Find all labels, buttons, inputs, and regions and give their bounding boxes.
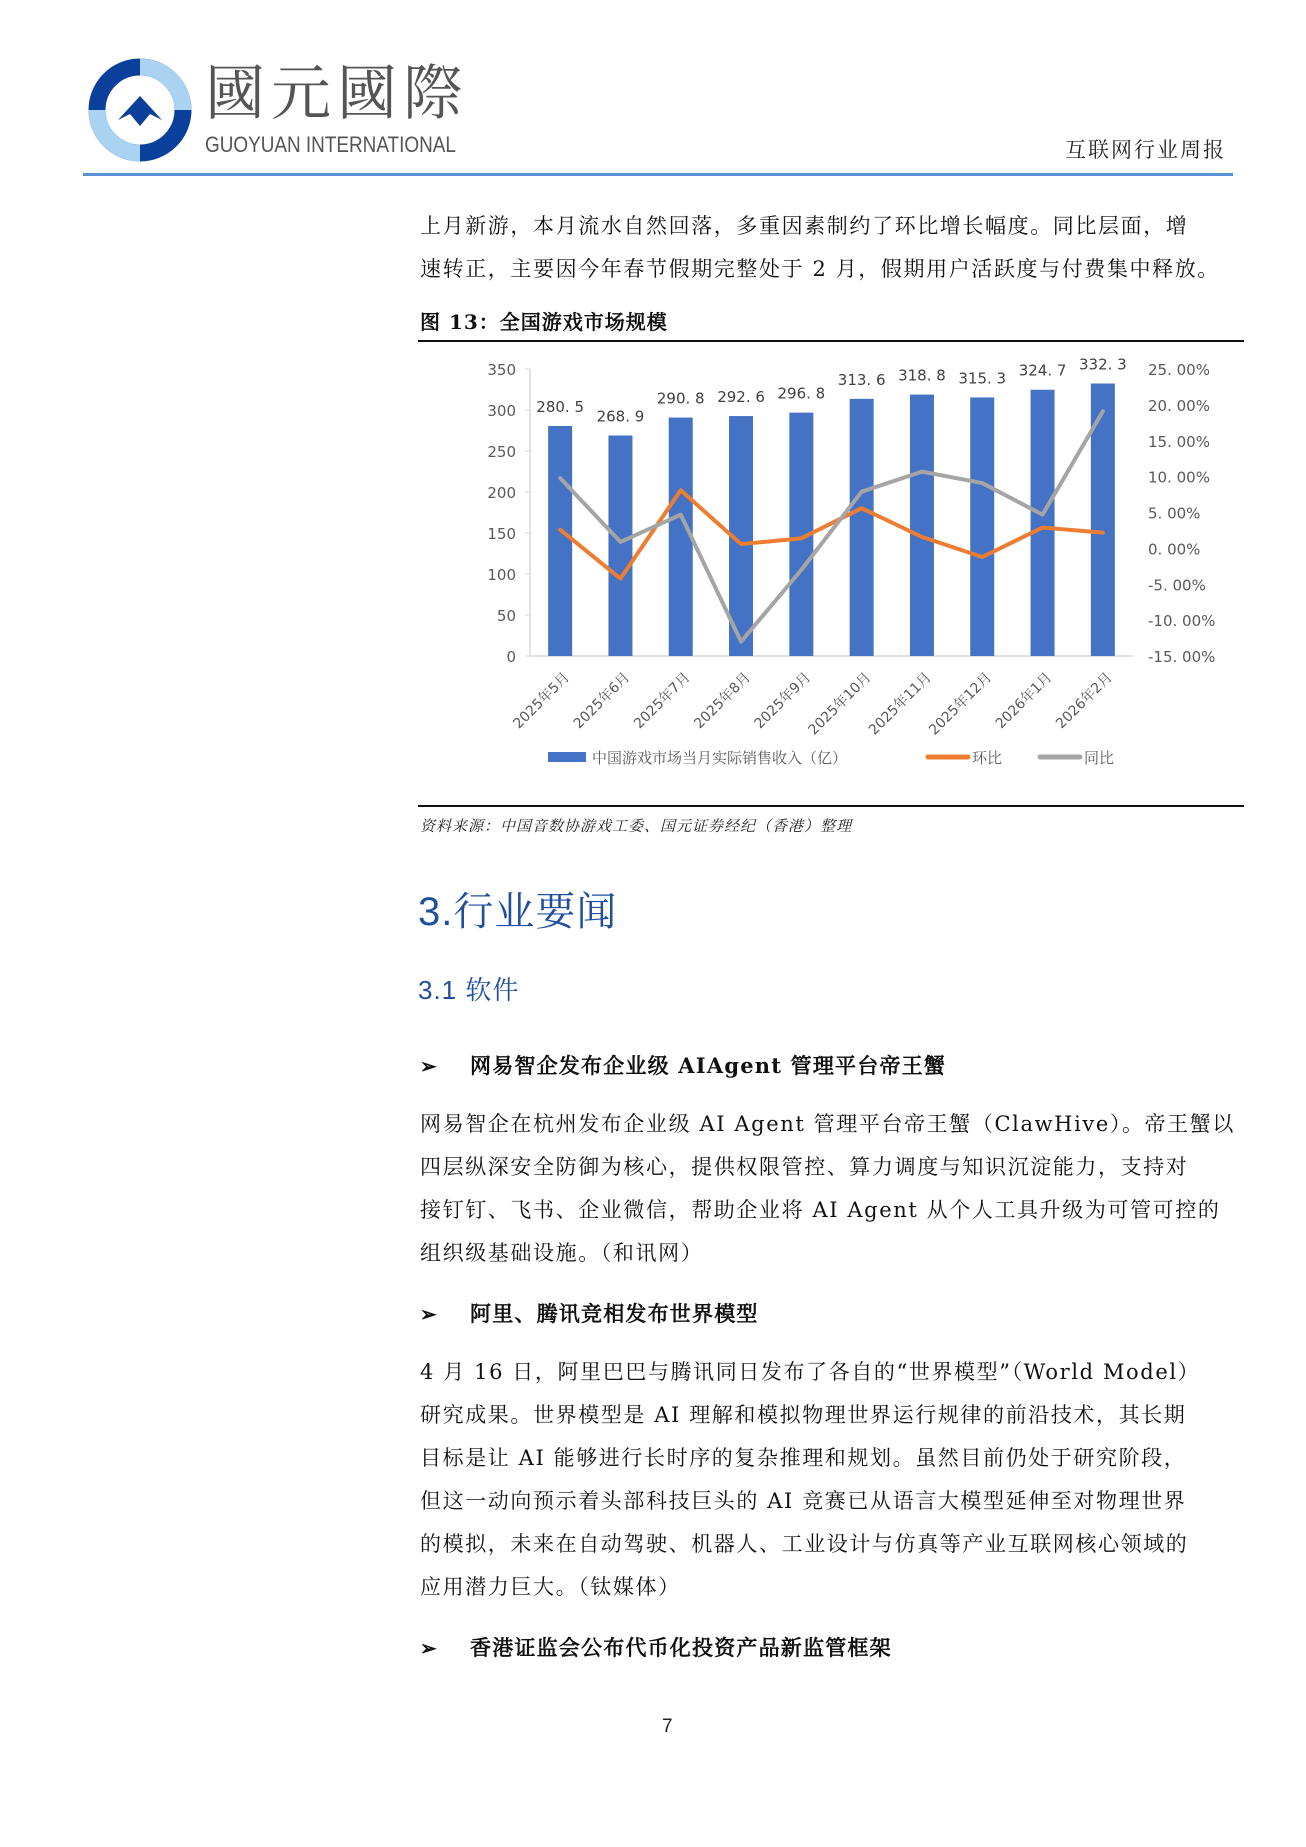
chart-svg xyxy=(418,342,1244,802)
left-axis-tick: 100 xyxy=(487,566,516,584)
category-label: 2025年8月 xyxy=(691,669,754,733)
news-1-line-3: 接钉钉、飞书、企业微信，帮助企业将 AI Agent 从个人工具升级为可管可控的 xyxy=(420,1198,1221,1222)
guoyuan-logo-icon xyxy=(88,58,193,163)
right-axis-tick: 25. 00% xyxy=(1148,361,1210,379)
left-axis-tick: 250 xyxy=(487,443,516,461)
left-axis-tick: 150 xyxy=(487,525,516,543)
right-axis-tick: -15. 00% xyxy=(1148,648,1216,666)
news-2-line-1: 4 月 16 日，阿里巴巴与腾讯同日发布了各自的“世界模型”（World Model） xyxy=(420,1360,1201,1384)
news-headline-3 xyxy=(420,1632,892,1662)
bar xyxy=(608,436,632,656)
left-axis-tick: 300 xyxy=(487,402,516,420)
bar-value-label: 332. 3 xyxy=(1078,355,1127,374)
left-axis-tick: 0 xyxy=(506,648,516,666)
game-market-chart xyxy=(418,342,1244,802)
bar xyxy=(970,397,994,656)
news-1-line-2: 四层纵深安全防御为核心，提供权限管控、算力调度与知识沉淀能力，支持对 xyxy=(420,1155,1189,1179)
section-heading: 3.行业要闻 xyxy=(418,890,618,934)
news-headline-2 xyxy=(420,1298,759,1328)
bar xyxy=(548,426,572,656)
page-number: 7 xyxy=(662,1716,673,1737)
headline-text: 网易智企发布企业级 AIAgent 管理平台帝王蟹 xyxy=(470,1053,947,1078)
category-label: 2025年9月 xyxy=(751,669,815,733)
category-label: 2025年12月 xyxy=(926,669,996,739)
brand-name-en: GUOYUAN INTERNATIONAL xyxy=(205,132,456,157)
right-axis-tick: 5. 00% xyxy=(1148,504,1201,523)
bar-value-label: 324. 7 xyxy=(1018,361,1067,380)
figure-source: 资料来源：中国音数协游戏工委、国元证券经纪（香港）整理 xyxy=(420,817,853,835)
bar-value-label: 313. 6 xyxy=(837,370,886,389)
news-2-line-4: 但这一动向预示着头部科技巨头的 AI 竞赛已从语言大模型延伸至对物理世界 xyxy=(420,1489,1187,1513)
bar xyxy=(1031,390,1055,656)
figure-bottom-rule xyxy=(418,805,1244,807)
category-label: 2025年6月 xyxy=(570,669,634,733)
right-axis-tick: 10. 00% xyxy=(1148,468,1210,487)
legend-label: 同比 xyxy=(1084,749,1115,767)
news-2-line-6: 应用潜力巨大。（钛媒体） xyxy=(420,1575,681,1599)
right-axis-tick: -10. 00% xyxy=(1148,612,1216,631)
bar xyxy=(910,395,934,656)
headline-text: 阿里、腾讯竞相发布世界模型 xyxy=(470,1301,759,1326)
category-label: 2025年7月 xyxy=(630,669,694,733)
bar-value-label: 315. 3 xyxy=(958,369,1007,388)
brand-name-cn: 國元國際 xyxy=(205,59,469,129)
category-label: 2025年5月 xyxy=(510,669,573,733)
bar xyxy=(850,399,874,656)
category-label: 2026年1月 xyxy=(992,669,1056,733)
news-headline-1 xyxy=(420,1050,946,1080)
intro-line-2: 速转正，主要因今年春节假期完整处于 2 月，假期用户活跃度与付费集中释放。 xyxy=(420,257,1220,281)
right-axis-tick: 0. 00% xyxy=(1148,540,1201,559)
bar-value-label: 268. 9 xyxy=(596,407,645,426)
right-axis-tick: -5. 00% xyxy=(1148,576,1206,595)
bar-value-label: 280. 5 xyxy=(536,397,585,416)
news-2-line-5: 的模拟，未来在自动驾驶、机器人、工业设计与仿真等产业互联网核心领域的 xyxy=(420,1532,1189,1556)
left-axis-tick: 200 xyxy=(487,484,516,502)
bar-value-label: 290. 8 xyxy=(656,389,705,408)
line-series-同比 xyxy=(560,411,1103,641)
figure-title: 图 13：全国游戏市场规模 xyxy=(420,310,668,334)
news-2-line-2: 研究成果。世界模型是 AI 理解和模拟物理世界运行规律的前沿技术，其长期 xyxy=(420,1403,1187,1427)
category-label: 2025年10月 xyxy=(805,669,875,739)
bar-value-label: 318. 8 xyxy=(898,366,946,385)
header-divider xyxy=(83,173,1233,176)
news-1-line-1: 网易智企在杭州发布企业级 AI Agent 管理平台帝王蟹（ClawHive）。帝王蟹以 xyxy=(420,1112,1235,1136)
bar-value-label: 292. 6 xyxy=(717,388,765,407)
legend-label: 中国游戏市场当月实际销售收入（亿） xyxy=(592,749,848,767)
right-axis-tick: 15. 00% xyxy=(1148,432,1210,451)
intro-line-1: 上月新游，本月流水自然回落，多重因素制约了环比增长幅度。同比层面，增 xyxy=(420,214,1189,238)
report-title: 互联网行业周报 xyxy=(1065,138,1226,162)
bullet-arrow-icon: ➢ xyxy=(420,1636,438,1660)
right-axis-tick: 20. 00% xyxy=(1148,396,1210,415)
bullet-arrow-icon: ➢ xyxy=(420,1302,438,1326)
bullet-arrow-icon: ➢ xyxy=(420,1054,438,1078)
legend-bar-swatch xyxy=(548,752,586,762)
category-label: 2025年11月 xyxy=(865,669,935,739)
news-2-line-3: 目标是让 AI 能够进行长时序的复杂推理和规划。虽然目前仍处于研究阶段， xyxy=(420,1446,1187,1470)
headline-text: 香港证监会公布代币化投资产品新监管框架 xyxy=(470,1635,892,1660)
subsection-heading: 3.1 软件 xyxy=(418,975,520,1005)
news-1-line-4: 组织级基础设施。（和讯网） xyxy=(420,1241,704,1265)
legend-label: 环比 xyxy=(972,749,1003,767)
left-axis-tick: 50 xyxy=(496,607,516,625)
bar-value-label: 296. 8 xyxy=(777,384,826,403)
left-axis-tick: 350 xyxy=(487,361,516,379)
category-label: 2026年2月 xyxy=(1053,669,1116,733)
